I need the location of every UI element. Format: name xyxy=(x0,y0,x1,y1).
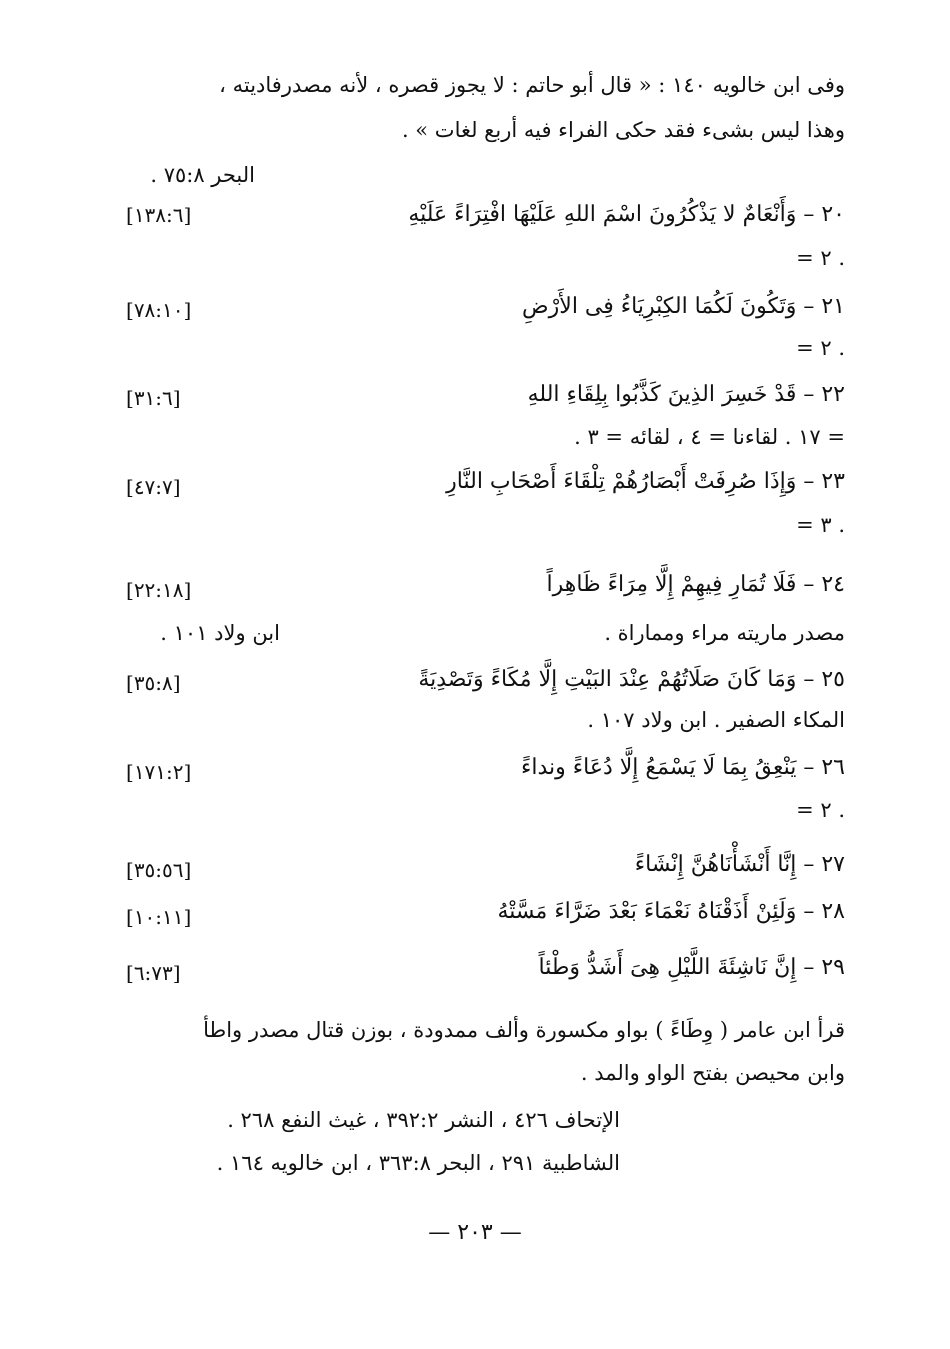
ref-23: [٤٧:٧] xyxy=(126,475,181,499)
ref-24: [٢٢:١٨] xyxy=(126,578,192,602)
closing-line-4: الشاطبية ٢٩١ ، البحر ٣٦٣:٨ ، ابن خالويه ١٦٤ . xyxy=(216,1151,620,1175)
ref-22: [٣١:٦] xyxy=(126,386,181,410)
verse-29: ٢٩ – إِنَّ نَاشِئَةَ اللَّيْلِ هِىَ أَشَدُّ وَطْئاً xyxy=(538,955,845,980)
note-24: مصدر ماريته مراء ومماراة . xyxy=(604,621,845,645)
verse-28: ٢٨ – وَلَئِنْ أَذَقْنَاهُ نَعْمَاءَ بَعْدَ ضَرَّاءَ مَسَّتْهُ xyxy=(497,899,845,924)
ref-28: [١٠:١١] xyxy=(126,905,192,929)
closing-line-3: الإتحاف ٤٢٦ ، النشر ٣٩٢:٢ ، غيث النفع ٢٦٨ . xyxy=(227,1108,620,1132)
note-20: . ٢ = xyxy=(796,246,845,270)
note-25: المكاء الصفير . ابن ولاد ١٠٧ . xyxy=(587,708,845,732)
ref-25: [٣٥:٨] xyxy=(126,671,181,695)
intro-line-1: وفى ابن خالويه ١٤٠ : « قال أبو حاتم : لا يجوز قصره ، لأنه مصدرفاديته ، xyxy=(219,73,845,97)
note-22: = ١٧ . لقاءنا = ٤ ، لقائه = ٣ . xyxy=(574,425,845,449)
ref-20: [١٣٨:٦] xyxy=(126,203,192,227)
closing-line-1: قرأ ابن عامر ( وِطَاءً ) بواو مكسورة وألف ممدودة ، بوزن قتال مصدر واطأ xyxy=(203,1018,845,1042)
note-21: . ٢ = xyxy=(796,336,845,360)
page-number: — ٢٠٣ — xyxy=(428,1220,522,1245)
verse-22: ٢٢ – قَدْ خَسِرَ الذِينَ كَذَّبُوا بِلِقَاءِ اللهِ xyxy=(527,382,845,407)
verse-27: ٢٧ – إِنَّا أَنْشَأْنَاهُنَّ إِنْشَاءً xyxy=(634,852,845,877)
intro-line-2: وهذا ليس بشىء فقد حكى الفراء فيه أربع لغات » . xyxy=(401,118,845,142)
verse-26: ٢٦ – يَنْعِقُ بِمَا لَا يَسْمَعُ إِلَّا دُعَاءً ونداءً xyxy=(521,755,845,780)
note-26: . ٢ = xyxy=(796,798,845,822)
intro-line-3: البحر ٧٥:٨ . xyxy=(150,163,255,187)
ref-27: [٣٥:٥٦] xyxy=(126,858,192,882)
verse-23: ٢٣ – وَإِذَا صُرِفَتْ أَبْصَارُهُمْ تِلْقَاءَ أَصْحَابِ النَّارِ xyxy=(446,469,845,494)
verse-24: ٢٤ – فَلَا تُمَارِ فِيهِمْ إِلَّا مِرَاءً ظَاهِراً xyxy=(546,572,845,597)
note-23: . ٣ = xyxy=(796,513,845,537)
verse-20: ٢٠ – وَأَنْعَامٌ لا يَذْكُرُونَ اسْمَ اللهِ عَلَيْهَا افْتِرَاءً عَلَيْهِ xyxy=(408,202,845,227)
ref-21: [٧٨:١٠] xyxy=(126,298,192,322)
ref-29: [٦:٧٣] xyxy=(126,961,181,985)
closing-line-2: وابن محيصن بفتح الواو والمد . xyxy=(580,1061,845,1085)
ref-26: [١٧١:٢] xyxy=(126,760,192,784)
verse-25: ٢٥ – وَمَا كَانَ صَلَاتُهُمْ عِنْدَ البَيْتِ إِلَّا مُكَاءً وَتَصْدِيَةً xyxy=(418,667,845,692)
note-24-source: ابن ولاد ١٠١ . xyxy=(160,621,280,645)
verse-21: ٢١ – وَتَكُونَ لَكُمَا الكِبْرِيَاءُ فِى الأَرْضِ xyxy=(522,294,845,319)
